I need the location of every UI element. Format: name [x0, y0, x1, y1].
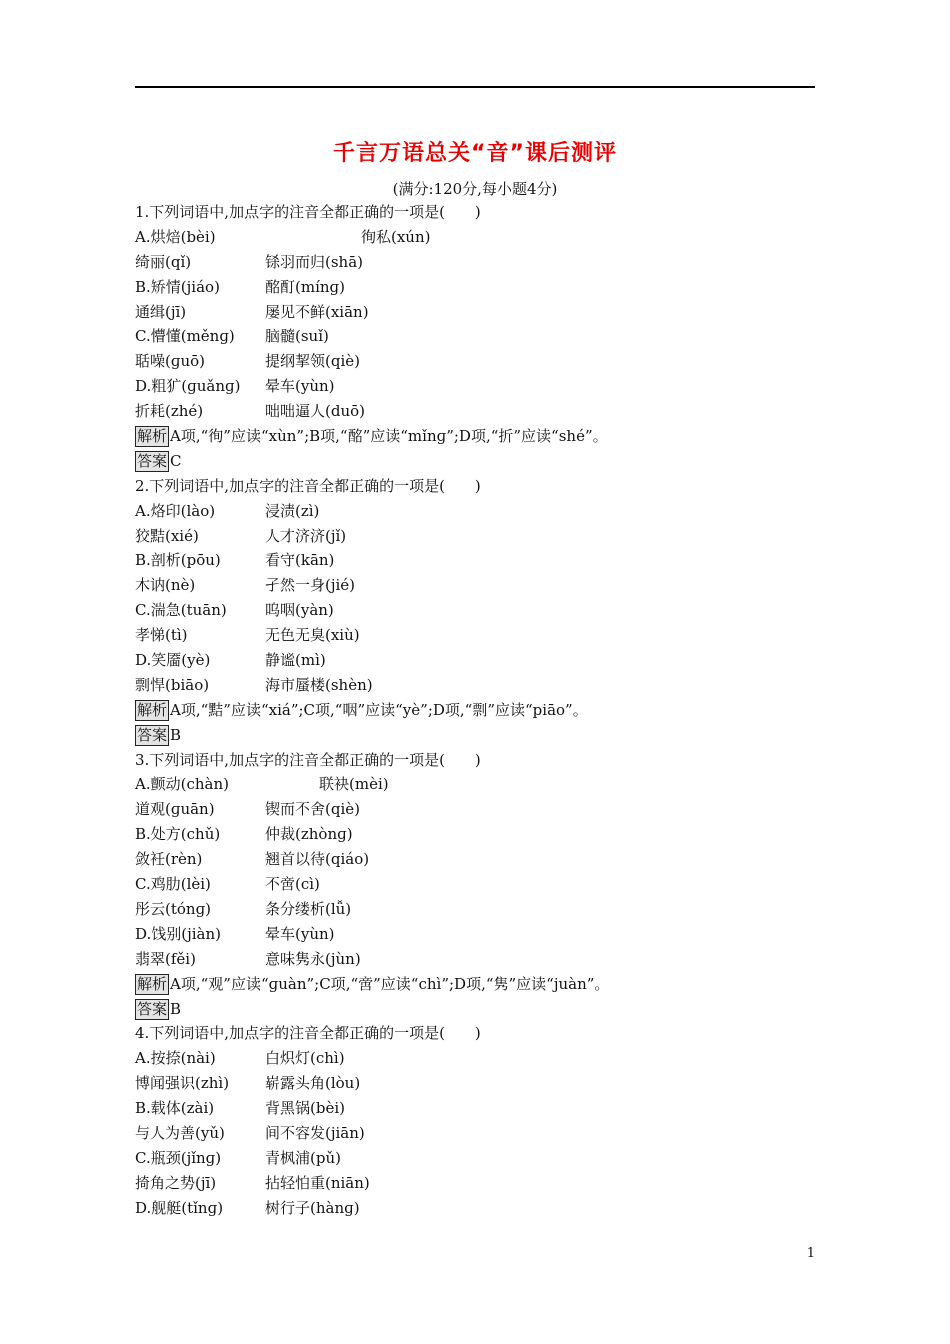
option-word: 酩酊(mínɡ) [265, 277, 345, 296]
option-row [135, 499, 815, 524]
option-row [135, 300, 815, 325]
option-row [135, 797, 815, 822]
page-subtitle: (满分:120分,每小题4分) [392, 180, 558, 198]
option-word: D.饯别(jiàn) [135, 924, 222, 943]
option-row [135, 598, 815, 623]
option-word: 道观(ɡuān) [135, 800, 215, 819]
option-word: 剽悍(biāo) [135, 675, 210, 694]
option-row [135, 524, 815, 549]
option-word: 浸渍(zì) [265, 501, 320, 520]
option-row [135, 772, 815, 797]
option-row [135, 897, 815, 922]
option-row [135, 573, 815, 598]
analysis-text: A项,“黠”应读“xiá”;C项,“咽”应读“yè”;D项,“剽”应读“piāo”。 [170, 700, 588, 719]
option-word: 咄咄逼人(duō) [265, 402, 365, 421]
question-list [135, 200, 815, 1221]
option-word: 敛衽(rèn) [135, 850, 203, 869]
analysis-line [135, 972, 815, 997]
option-word: 提纲挈领(qiè) [265, 352, 360, 371]
option-row [135, 1171, 815, 1196]
option-row [135, 673, 815, 698]
option-word: 脑髓(suǐ) [265, 327, 329, 346]
option-word: 呜咽(yàn) [265, 601, 334, 620]
question-stem: 1.下列词语中,加点字的注音全都正确的一项是( ) [135, 203, 481, 221]
option-word: 折耗(zhé) [135, 402, 204, 421]
option-word: 白炽灯(chì) [265, 1049, 345, 1068]
option-word: 孑然一身(jié) [265, 576, 356, 595]
option-word: 晕车(yùn) [265, 377, 335, 396]
option-row [135, 225, 815, 250]
option-word: 屡见不鲜(xiān) [265, 302, 369, 321]
option-word: 人才济济(jǐ) [265, 526, 347, 545]
option-word: 无色无臭(xiù) [265, 626, 360, 645]
option-row [135, 872, 815, 897]
option-word: 青枫浦(pǔ) [265, 1148, 341, 1167]
option-row [135, 399, 815, 424]
option-row [135, 324, 815, 349]
option-word: B.矫情(jiáo) [135, 277, 220, 296]
option-word: C.鸡肋(lèi) [135, 875, 211, 894]
option-word: B.载体(zài) [135, 1099, 215, 1118]
option-word: 孝悌(tì) [135, 626, 188, 645]
answer-tag: 答案 [137, 999, 168, 1018]
option-word: 掎角之势(jī) [135, 1173, 217, 1192]
option-word: 绮丽(qǐ) [135, 252, 192, 271]
option-word: B.剖析(pōu) [135, 551, 221, 570]
option-word: A.烙印(lào) [135, 501, 216, 520]
option-word: C.懵懂(měnɡ) [135, 327, 235, 346]
option-word: 海市蜃楼(shèn) [265, 675, 373, 694]
answer-tag: 答案 [137, 725, 168, 744]
option-word: 铩羽而归(shā) [265, 252, 364, 271]
option-row [135, 275, 815, 300]
option-word: D.笑靥(yè) [135, 651, 211, 670]
option-row [135, 1071, 815, 1096]
analysis-line [135, 424, 815, 449]
option-word: D.粗犷(ɡuǎnɡ) [135, 377, 241, 396]
option-row [135, 1196, 815, 1221]
option-word: 看守(kān) [265, 551, 335, 570]
answer-line [135, 449, 815, 474]
option-word: 条分缕析(lǚ) [265, 899, 352, 918]
option-word: 背黑锅(bèi) [265, 1099, 345, 1118]
option-row [135, 548, 815, 573]
answer-text: B [170, 725, 182, 744]
option-word: 拈轻怕重(niān) [265, 1173, 370, 1192]
question-stem: 4.下列词语中,加点字的注音全都正确的一项是( ) [135, 1024, 481, 1043]
option-word: 木讷(nè) [135, 576, 196, 595]
option-row [135, 1096, 815, 1121]
option-row [135, 1121, 815, 1146]
page-title: 千言万语总关“音”课后测评 [333, 141, 617, 166]
option-word: 崭露头角(lòu) [265, 1074, 361, 1093]
option-word: 徇私(xún) [361, 227, 431, 246]
option-word: A.烘焙(bèi) [135, 227, 216, 246]
option-word: 与人为善(yǔ) [135, 1123, 225, 1142]
option-word: 静谧(mì) [265, 651, 326, 670]
option-word: 意味隽永(jùn) [265, 949, 361, 968]
option-word: 博闻强识(zhì) [135, 1074, 230, 1093]
option-word: 彤云(tónɡ) [135, 899, 212, 918]
option-row [135, 1146, 815, 1171]
answer-line [135, 997, 815, 1022]
option-word: 仲裁(zhònɡ) [265, 825, 353, 844]
answer-text: B [170, 999, 182, 1018]
option-row [135, 374, 815, 399]
option-word: B.处方(chǔ) [135, 825, 221, 844]
answer-tag: 答案 [137, 451, 168, 470]
analysis-text: A项,“徇”应读“xùn”;B项,“酩”应读“mǐnɡ”;D项,“折”应读“shé”。 [170, 427, 608, 446]
option-row [135, 822, 815, 847]
option-word: 狡黠(xié) [135, 526, 199, 545]
option-word: A.按捺(nài) [135, 1049, 216, 1068]
option-word: 翡翠(fěi) [135, 949, 196, 968]
option-word: C.湍急(tuān) [135, 601, 227, 620]
analysis-tag: 解析 [137, 700, 168, 719]
option-word: 间不容发(jiān) [265, 1123, 365, 1142]
analysis-text: A项,“观”应读“ɡuàn”;C项,“啻”应读“chì”;D项,“隽”应读“juàn”。 [170, 974, 610, 993]
option-row [135, 648, 815, 673]
option-word: 晕车(yùn) [265, 924, 335, 943]
header-rule [135, 86, 815, 88]
option-word: A.颤动(chàn) [135, 775, 229, 794]
option-word: 联袂(mèi) [319, 775, 389, 794]
option-row [135, 922, 815, 947]
option-row [135, 349, 815, 374]
question-stem: 2.下列词语中,加点字的注音全都正确的一项是( ) [135, 476, 481, 495]
option-row [135, 1046, 815, 1071]
option-word: C.瓶颈(jǐnɡ) [135, 1148, 222, 1167]
answer-line [135, 723, 815, 748]
option-word: 锲而不舍(qiè) [265, 800, 360, 819]
answer-text: C [170, 451, 182, 470]
analysis-line [135, 698, 815, 723]
analysis-tag: 解析 [137, 427, 168, 446]
option-word: 聒噪(ɡuō) [135, 352, 205, 371]
option-row [135, 623, 815, 648]
option-row [135, 250, 815, 275]
option-word: D.舰艇(tǐnɡ) [135, 1198, 224, 1217]
option-word: 翘首以待(qiáo) [265, 850, 370, 869]
analysis-tag: 解析 [137, 974, 168, 993]
option-row [135, 947, 815, 972]
question-stem: 3.下列词语中,加点字的注音全都正确的一项是( ) [135, 750, 481, 769]
option-word: 不啻(cì) [265, 875, 320, 894]
page-number: 1 [806, 1246, 815, 1261]
option-row [135, 847, 815, 872]
option-word: 通缉(jī) [135, 302, 187, 321]
option-word: 树行子(hànɡ) [265, 1198, 360, 1217]
